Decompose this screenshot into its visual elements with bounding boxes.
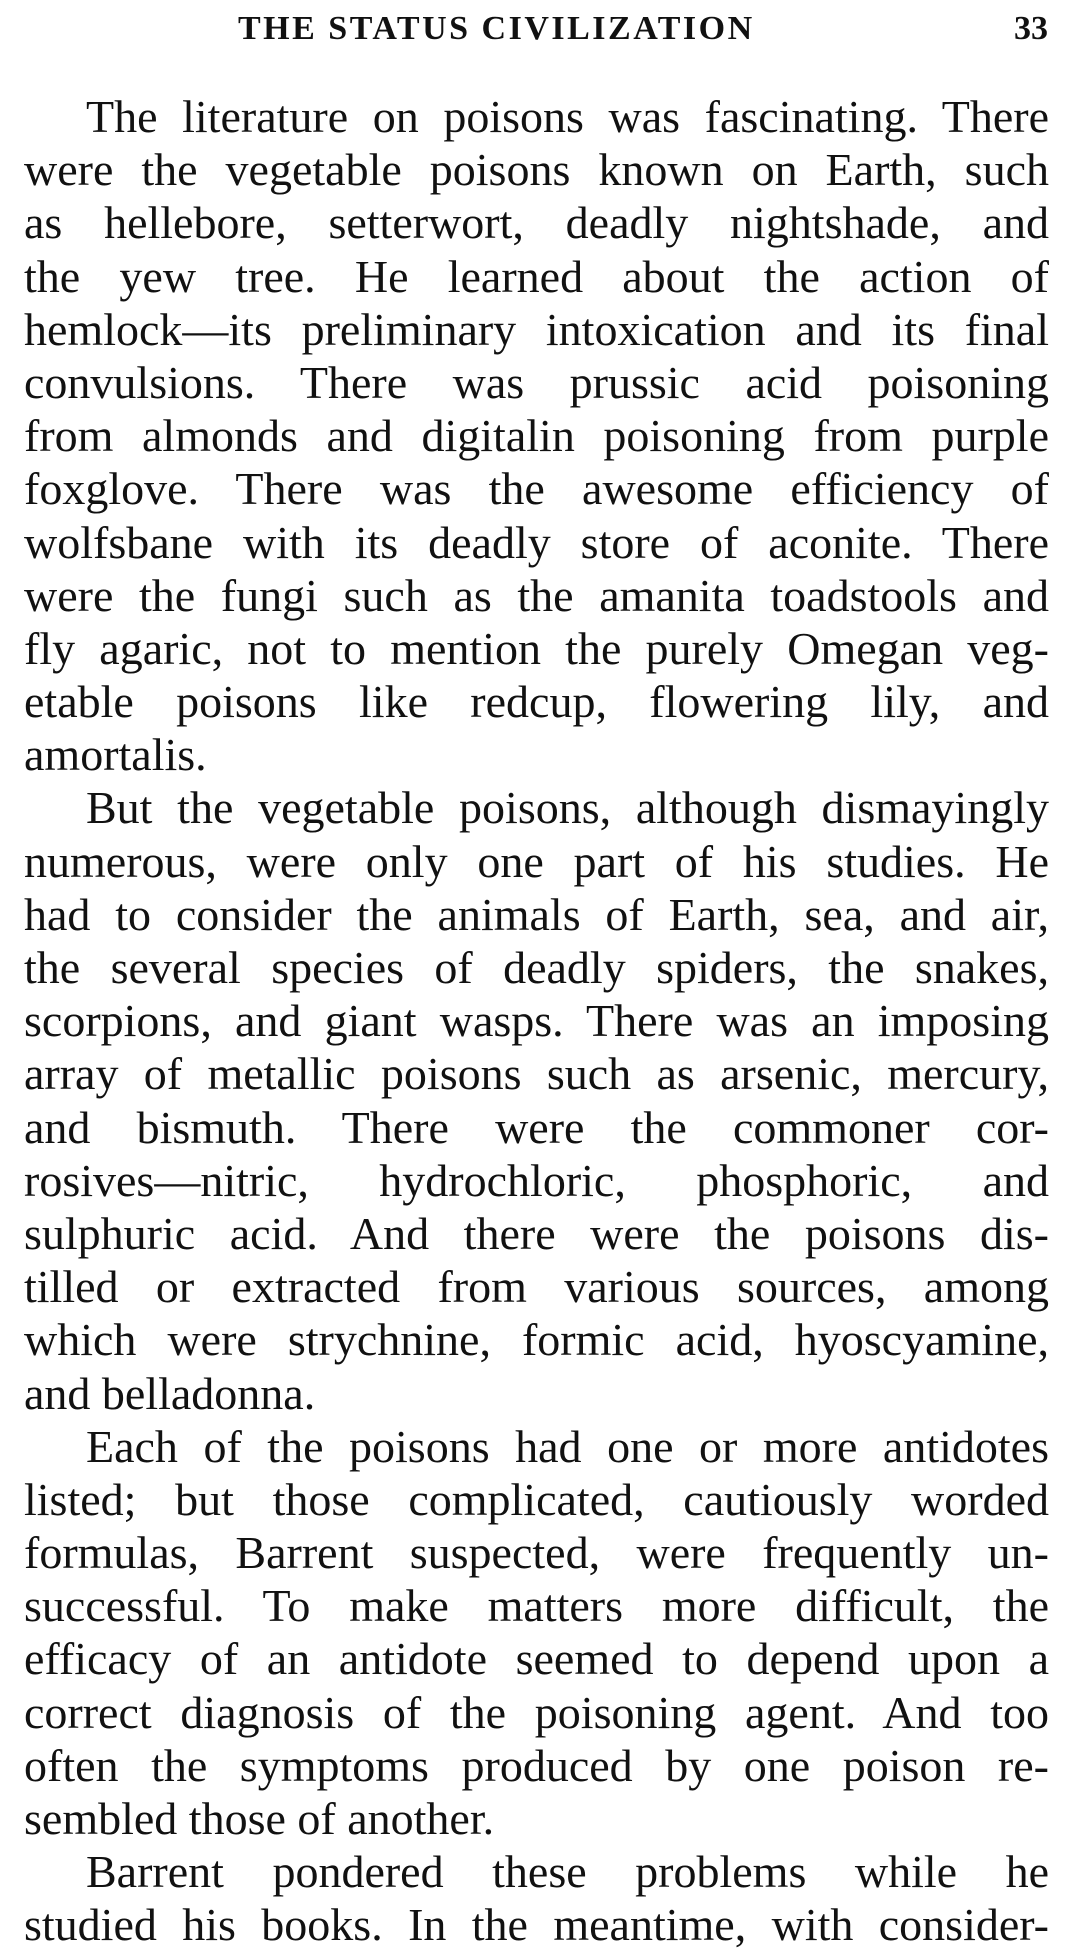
text-line: scorpions, and giant wasps. There was an imposing (24, 995, 1049, 1047)
text-line: numerous, were only one part of his studies. He (24, 835, 1049, 887)
paragraph-antidotes (24, 1420, 1049, 1846)
text-line: successful. To make matters more difficult, the (24, 1580, 1049, 1632)
text-line: and bismuth. There were the commoner cor- (24, 1101, 1049, 1153)
text-line: and belladonna. (24, 1367, 316, 1419)
text-line: sembled those of another. (24, 1793, 495, 1844)
paragraph-vegetable-poisons (24, 781, 1049, 1419)
text-line: foxglove. There was the awesome efficiency of (24, 463, 1049, 515)
text-line: studied his books. In the meantime, with consider- (24, 1899, 1049, 1951)
text-line: Each of the poisons had one or more antidotes (86, 1420, 1049, 1472)
text-line: which were strychnine, formic acid, hyoscyamine, (24, 1314, 1049, 1366)
text-line: sulphuric acid. And there were the poisons dis- (24, 1207, 1049, 1259)
paragraph-poisons-literature (24, 90, 1049, 781)
running-header (24, 10, 1048, 60)
body-text (24, 90, 1049, 1952)
text-line: listed; but those complicated, cautiously worded (24, 1473, 1049, 1525)
text-line: But the vegetable poisons, although dismayingly (86, 782, 1049, 834)
text-line: were the fungi such as the amanita toadstools and (24, 569, 1049, 621)
text-line: the yew tree. He learned about the action of (24, 250, 1049, 302)
text-line: amortalis. (24, 729, 207, 781)
text-line: The literature on poisons was fascinating. There (86, 91, 1049, 142)
text-line: often the symptoms produced by one poison re- (24, 1739, 1049, 1791)
text-line: efficacy of an antidote seemed to depend upon a (24, 1633, 1049, 1685)
text-line: as hellebore, setterwort, deadly nightshade, and (24, 197, 1049, 249)
text-line: the several species of deadly spiders, the snakes, (24, 942, 1049, 993)
text-line: convulsions. There was prussic acid poisoning (24, 356, 1049, 408)
paragraph-barrent-pondered (24, 1845, 1049, 1951)
text-line: Barrent pondered these problems while he (86, 1846, 1049, 1898)
text-line: formulas, Barrent suspected, were frequently un- (24, 1527, 1049, 1579)
text-line: wolfsbane with its deadly store of aconite. There (24, 516, 1049, 568)
text-line: from almonds and digitalin poisoning from purple (24, 410, 1049, 462)
text-line: rosives—nitric, hydrochloric, phosphoric, and (24, 1154, 1049, 1206)
text-line: correct diagnosis of the poisoning agent. And too (24, 1686, 1049, 1738)
text-line: had to consider the animals of Earth, sea, and air, (24, 888, 1049, 940)
text-line: fly agaric, not to mention the purely Omegan veg- (24, 622, 1049, 674)
text-line: were the vegetable poisons known on Earth, such (24, 144, 1049, 196)
text-line: array of metallic poisons such as arsenic, mercury, (24, 1048, 1049, 1100)
text-line: etable poisons like redcup, flowering lily, and (24, 676, 1049, 728)
running-title: THE STATUS CIVILIZATION (238, 10, 755, 47)
text-line: hemlock—its preliminary intoxication and its final (24, 303, 1049, 355)
page-number: 33 (1014, 10, 1048, 47)
text-line: tilled or extracted from various sources, among (24, 1261, 1049, 1313)
